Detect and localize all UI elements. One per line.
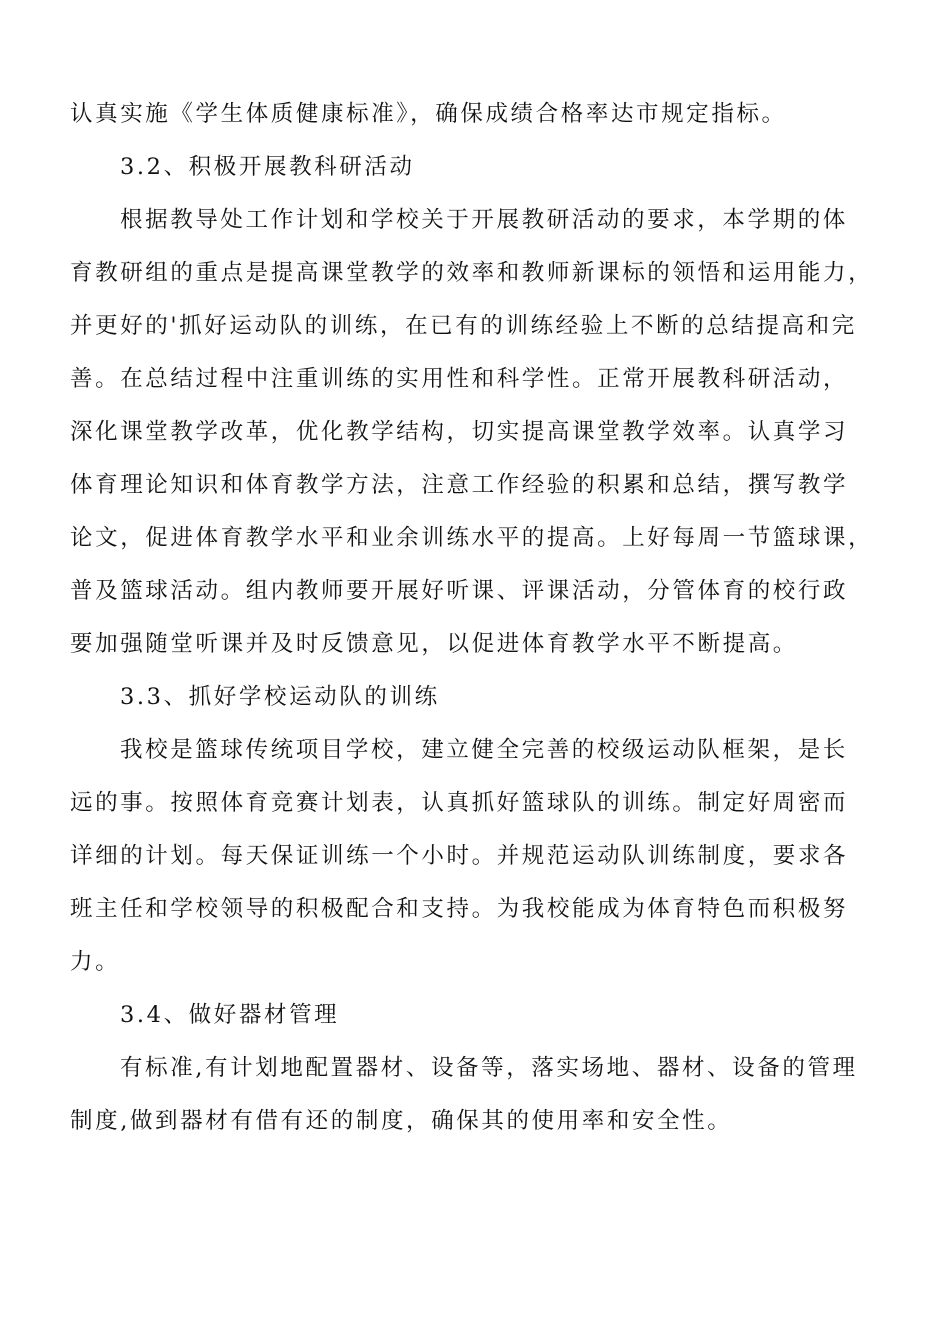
paragraph-line: 有标准,有计划地配置器材、设备等，落实场地、器材、设备的管理 bbox=[120, 1055, 858, 1081]
paragraph-line: 详细的计划。每天保证训练一个小时。并规范运动队训练制度，要求各 bbox=[70, 843, 849, 869]
paragraph-line: 普及篮球活动。组内教师要开展好听课、评课活动，分管体育的校行政 bbox=[70, 578, 849, 604]
paragraph-line: 制度,做到器材有借有还的制度，确保其的使用率和安全性。 bbox=[70, 1108, 733, 1134]
paragraph-line: 体育理论知识和体育教学方法，注意工作经验的积累和总结，撰写教学 bbox=[70, 472, 849, 498]
paragraph-line: 根据教导处工作计划和学校关于开展教研活动的要求，本学期的体 bbox=[120, 207, 848, 233]
paragraph-line: 认真实施《学生体质健康标准》，确保成绩合格率达市规定指标。 bbox=[70, 101, 787, 127]
paragraph-line: 深化课堂教学改革，优化教学结构，切实提高课堂教学效率。认真学习 bbox=[70, 419, 849, 445]
paragraph-line: 力。 bbox=[70, 949, 121, 975]
document-body bbox=[70, 88, 885, 1148]
paragraph-line: 并更好的'抓好运动队的训练，在已有的训练经验上不断的总结提高和完 bbox=[70, 313, 857, 339]
paragraph-line: 论文，促进体育教学水平和业余训练水平的提高。上好每周一节篮球课， bbox=[70, 525, 874, 551]
section-heading-3-2: 3.2、积极开展教科研活动 bbox=[120, 154, 415, 180]
section-heading-3-4: 3.4、做好器材管理 bbox=[120, 1002, 340, 1028]
section-heading-3-3: 3.3、抓好学校运动队的训练 bbox=[120, 684, 440, 710]
paragraph-line: 班主任和学校领导的积极配合和支持。为我校能成为体育特色而积极努 bbox=[70, 896, 849, 922]
paragraph-line: 育教研组的重点是提高课堂教学的效率和教师新课标的领悟和运用能力， bbox=[70, 260, 874, 286]
paragraph-line: 要加强随堂听课并及时反馈意见，以促进体育教学水平不断提高。 bbox=[70, 631, 798, 657]
paragraph-line: 我校是篮球传统项目学校，建立健全完善的校级运动队框架，是长 bbox=[120, 737, 848, 763]
paragraph-line: 远的事。按照体育竞赛计划表，认真抓好篮球队的训练。制定好周密而 bbox=[70, 790, 849, 816]
paragraph-line: 善。在总结过程中注重训练的实用性和科学性。正常开展教科研活动， bbox=[70, 366, 849, 392]
